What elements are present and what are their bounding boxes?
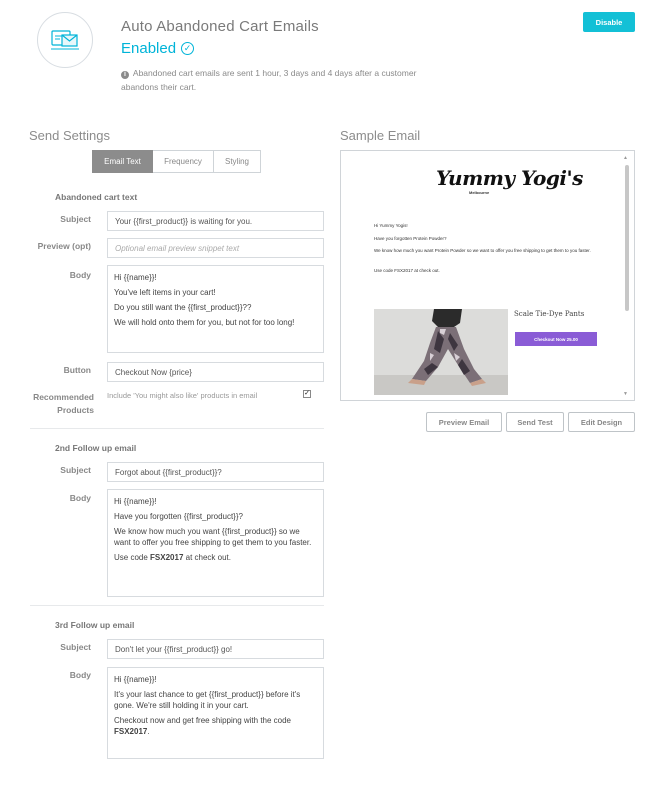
button-label: Button (63, 365, 91, 375)
body-line: We will hold onto them for you, but not for too long! (114, 318, 295, 327)
body-label: Body (69, 270, 91, 280)
email-line: Use code FSX2017 at check out. (374, 268, 440, 273)
recommended-description: Include 'You might also like' products in email (107, 391, 258, 400)
divider (30, 605, 324, 606)
body-line: Use code FSX2017 at check out. (114, 553, 231, 562)
body-line: Hi {{name}}! (114, 675, 157, 684)
scroll-up-icon[interactable]: ▲ (623, 155, 628, 161)
app-icon (37, 12, 93, 68)
tab-frequency[interactable]: Frequency (153, 150, 214, 173)
scrollbar-thumb[interactable] (625, 165, 629, 311)
product-photo-illustration (374, 309, 508, 395)
edit-design-button[interactable]: Edit Design (568, 412, 635, 432)
send-test-button[interactable]: Send Test (506, 412, 564, 432)
settings-tabs (92, 150, 261, 173)
recommended-products-label: Recommended Products (33, 392, 94, 415)
preview-label: Preview (opt) (37, 241, 91, 251)
body-line: It's your last chance to get {{first_product}} before it's gone. We're still holding it in your cart. (114, 690, 301, 710)
subject-label: Subject (60, 642, 91, 652)
recommended-checkbox[interactable]: ✓ (304, 390, 310, 397)
email-greeting: Hi Yummy Yogis! (374, 223, 408, 228)
discount-code: FSX2017 (150, 553, 184, 562)
body-line: Checkout now and get free shipping with the code FSX2017. (114, 716, 292, 736)
body-label: Body (69, 670, 91, 680)
disable-button[interactable]: Disable (583, 12, 635, 32)
product-name: Scale Tie-Dye Pants (514, 310, 585, 318)
body-line: Hi {{name}}! (114, 497, 157, 506)
body-label: Body (69, 493, 91, 503)
second-subject-input[interactable]: Forgot about {{first_product}}? (107, 462, 324, 482)
brand-location: Melbourne (469, 190, 490, 195)
discount-code: FSX2017 (114, 727, 148, 736)
body-line: Do you still want the {{first_product}}?? (114, 303, 252, 312)
divider (30, 428, 324, 429)
preview-email-button[interactable]: Preview Email (426, 412, 502, 432)
subject-label: Subject (60, 214, 91, 224)
scroll-down-icon[interactable]: ▼ (623, 391, 628, 397)
abandoned-body-textarea[interactable] (107, 265, 324, 353)
subject-label: Subject (60, 465, 91, 475)
email-envelope-icon (51, 28, 81, 52)
body-line: You've left items in your cart! (114, 288, 216, 297)
info-message: Abandoned cart emails are sent 1 hour, 3 days and 4 days after a customer abandons their cart. (121, 68, 417, 92)
abandoned-cart-heading: Abandoned cart text (55, 192, 138, 202)
third-subject-input[interactable]: Don't let your {{first_product}} go! (107, 639, 324, 659)
email-line: We know how much you want Protein Powder so we want to offer you free shipping to get them to you faster. (374, 248, 591, 253)
brand-logo: Yummy Yogi's (436, 166, 583, 190)
third-body-textarea[interactable] (107, 667, 324, 759)
body-line: Hi {{name}}! (114, 273, 157, 282)
checkout-button[interactable]: Checkout Now 25.00 (515, 332, 597, 346)
info-text (121, 66, 421, 94)
second-body-textarea[interactable] (107, 489, 324, 597)
sample-email-preview[interactable] (340, 150, 635, 401)
body-line: We know how much you want {{first_product}} so we want to offer you free shipping to get them to you faster. (114, 527, 312, 547)
product-image (374, 309, 508, 395)
button-text-input[interactable]: Checkout Now {price} (107, 362, 324, 382)
info-icon: i (121, 71, 129, 79)
send-settings-title: Send Settings (29, 128, 110, 143)
status-enabled (121, 40, 194, 57)
email-line: Have you forgotten Protein Powder? (374, 236, 447, 241)
page-title: Auto Abandoned Cart Emails (121, 18, 319, 35)
tab-styling[interactable]: Styling (214, 150, 261, 173)
status-label: Enabled (121, 40, 177, 57)
tab-email-text[interactable]: Email Text (92, 150, 153, 173)
second-followup-heading: 2nd Follow up email (55, 443, 137, 453)
check-circle-icon: ✓ (181, 42, 194, 55)
body-line: Have you forgotten {{first_product}}? (114, 512, 243, 521)
sample-email-title: Sample Email (340, 128, 421, 143)
third-followup-heading: 3rd Follow up email (55, 620, 135, 630)
abandoned-subject-input[interactable]: Your {{first_product}} is waiting for you. (107, 211, 324, 231)
preview-snippet-input[interactable]: Optional email preview snippet text (107, 238, 324, 258)
